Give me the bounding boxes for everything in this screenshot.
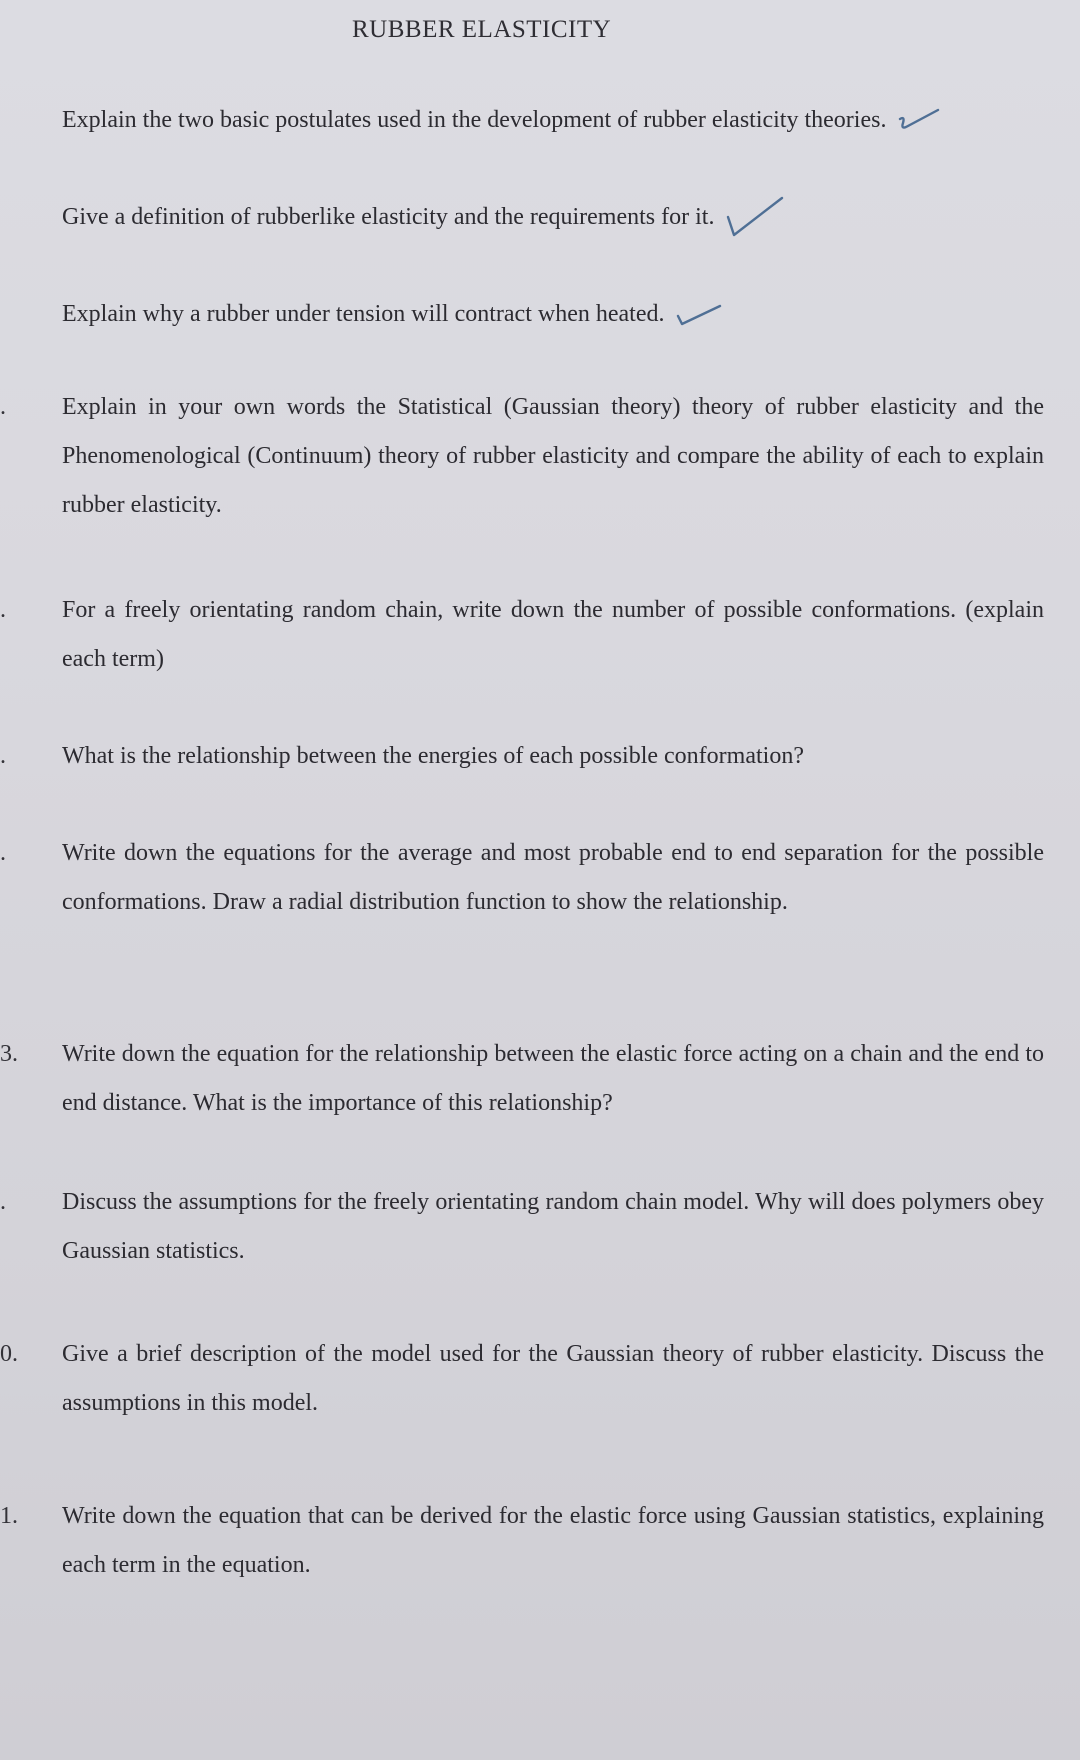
question-text: Explain in your own words the Statistical (Gaussian theory) theory of rubber elasticity and the Phenomenological (Continuum) theory of rubber elasticity and compare the ability of each to explain rubber elasticity. [62, 394, 1044, 518]
page-title: RUBBER ELASTICITY [352, 16, 612, 43]
check-mark-icon [724, 195, 786, 241]
question-number: 3. [0, 1041, 18, 1067]
question-text: Give a brief description of the model used for the Gaussian theory of rubber elasticity. Discuss the assumptions in this model. [62, 1341, 1044, 1416]
check-mark-icon [674, 302, 724, 328]
question-text: What is the relationship between the energies of each possible conformation? [62, 743, 804, 769]
question-number: . [0, 597, 6, 623]
question-number: 0. [0, 1341, 18, 1367]
question-text: Write down the equation for the relationship between the elastic force acting on a chain and the end to end distance. What is the importance of this relationship? [62, 1041, 1044, 1116]
question-text: Give a definition of rubberlike elasticity and the requirements for it. [62, 204, 715, 230]
check-mark-icon [896, 107, 942, 135]
question-number: 1. [0, 1503, 18, 1529]
question-text: Explain why a rubber under tension will contract when heated. [62, 301, 665, 327]
question-number: . [0, 394, 6, 420]
question-number: . [0, 743, 6, 769]
question-text: Explain the two basic postulates used in the development of rubber elasticity theories. [62, 107, 887, 133]
question-number: . [0, 1189, 6, 1215]
question-text: Discuss the assumptions for the freely orientating random chain model. Why will does polymers obey Gaussian statistics. [62, 1189, 1044, 1264]
question-text: Write down the equation that can be derived for the elastic force using Gaussian statistics, explaining each term in the equation. [62, 1503, 1044, 1578]
question-text: Write down the equations for the average and most probable end to end separation for the possible conformations. Draw a radial distribution function to show the relationship. [62, 840, 1044, 915]
question-text: For a freely orientating random chain, write down the number of possible conformations. (explain each term) [62, 597, 1044, 672]
question-number: . [0, 840, 6, 866]
